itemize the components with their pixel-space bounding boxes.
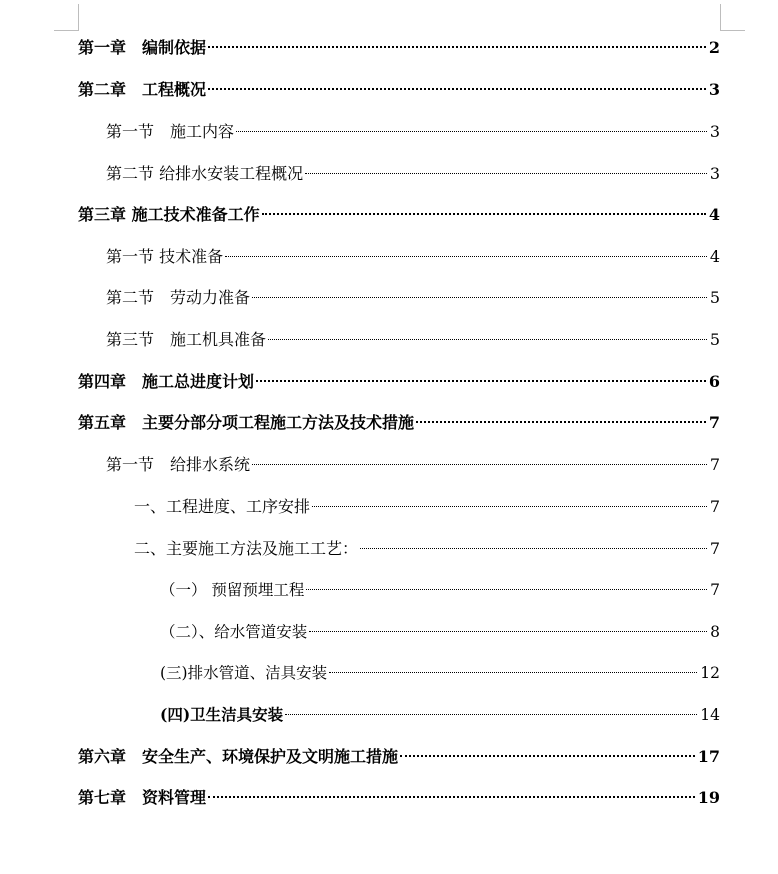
toc-page-number: 3 <box>709 122 720 141</box>
toc-leader <box>208 88 706 90</box>
toc-entry-item-1[interactable] <box>160 578 720 602</box>
toc-leader <box>400 755 695 757</box>
toc-label: 第二节 给排水安装工程概况 <box>106 164 304 183</box>
toc-page-number: 8 <box>710 623 720 641</box>
toc-entry-section-3-3[interactable] <box>106 328 720 352</box>
toc-leader <box>252 464 707 465</box>
toc-page-number: 7 <box>709 497 720 516</box>
toc-leader <box>329 672 697 673</box>
toc-page-number: 14 <box>700 706 720 724</box>
toc-label: 第一节 技术准备 <box>106 247 224 266</box>
toc-entry-subsection-2[interactable] <box>134 537 720 561</box>
toc-entry-chapter-3[interactable] <box>78 203 720 227</box>
toc-page-number: 7 <box>708 413 720 432</box>
toc-entry-chapter-1[interactable] <box>78 36 720 60</box>
toc-leader <box>268 339 707 340</box>
toc-label: 第二节 劳动力准备 <box>106 288 251 307</box>
toc-entry-item-3[interactable] <box>160 661 720 685</box>
toc-label: 第一节 给排水系统 <box>106 455 251 474</box>
toc-page-number: 3 <box>708 80 720 99</box>
toc-entry-section-3-1[interactable] <box>106 245 720 269</box>
toc-page-number: 2 <box>708 38 720 57</box>
toc-label: 第七章 资料管理 <box>78 788 207 807</box>
toc-entry-section-2-1[interactable] <box>106 120 720 144</box>
toc-label: 第五章 主要分部分项工程施工方法及技术措施 <box>78 413 415 432</box>
toc-entry-chapter-2[interactable] <box>78 78 720 102</box>
toc-leader <box>208 796 695 798</box>
toc-entry-chapter-6[interactable] <box>78 745 720 769</box>
toc-label: 第六章 安全生产、环境保护及文明施工措施 <box>78 747 399 766</box>
toc-page-number: 5 <box>709 288 720 307</box>
toc-page-number: 5 <box>709 330 720 349</box>
toc-leader <box>225 256 707 257</box>
toc-entry-section-3-2[interactable] <box>106 286 720 310</box>
toc-entry-subsection-1[interactable] <box>134 495 720 519</box>
toc-entry-item-4[interactable] <box>160 703 720 727</box>
toc-page-number: 4 <box>709 247 720 266</box>
crop-mark-right <box>720 4 745 31</box>
toc-leader <box>256 380 706 382</box>
toc-label: 二、主要施工方法及施工工艺： <box>134 539 359 558</box>
toc-page-number: 7 <box>710 581 720 599</box>
toc-page-number: 4 <box>708 205 720 224</box>
toc-label: 第四章 施工总进度计划 <box>78 372 255 391</box>
toc-page-number: 19 <box>697 788 720 807</box>
toc-leader <box>305 173 707 174</box>
toc-label: 一、工程进度、工序安排 <box>134 497 311 516</box>
toc-leader <box>309 631 707 632</box>
toc-label: 第三章 施工技术准备工作 <box>78 205 260 224</box>
toc-leader <box>208 46 706 48</box>
toc-label: (四)卫生洁具安装 <box>160 705 284 724</box>
toc-entry-section-2-2[interactable] <box>106 162 720 186</box>
toc-leader <box>416 421 706 423</box>
toc-label: 第一章 编制依据 <box>78 38 207 57</box>
toc-label: 第一节 施工内容 <box>106 122 235 141</box>
toc-page-number: 3 <box>709 164 720 183</box>
toc-page-number: 7 <box>709 455 720 474</box>
toc-label: (三)排水管道、洁具安装 <box>160 664 328 682</box>
toc-page-number: 17 <box>697 747 720 766</box>
toc-leader <box>360 548 707 549</box>
toc-page-number: 6 <box>708 372 720 391</box>
toc-entry-item-2[interactable] <box>160 620 720 644</box>
toc-label: 第二章 工程概况 <box>78 80 207 99</box>
toc-label: 第三节 施工机具准备 <box>106 330 267 349</box>
toc-label: （二）、给水管道安装 <box>160 623 308 641</box>
toc-label: （一） 预留预埋工程 <box>160 581 305 599</box>
toc-leader <box>312 506 707 507</box>
toc-entry-chapter-5[interactable] <box>78 411 720 435</box>
toc-leader <box>236 131 707 132</box>
crop-mark-left <box>54 4 79 31</box>
toc-entry-chapter-7[interactable] <box>78 786 720 810</box>
toc-entry-section-5-1[interactable] <box>106 453 720 477</box>
toc-entry-chapter-4[interactable] <box>78 370 720 394</box>
toc-leader <box>252 297 707 298</box>
toc-leader <box>262 213 706 215</box>
toc-leader <box>306 589 707 590</box>
toc-leader <box>285 714 697 715</box>
toc-page-number: 7 <box>709 539 720 558</box>
toc-page-number: 12 <box>700 664 720 682</box>
